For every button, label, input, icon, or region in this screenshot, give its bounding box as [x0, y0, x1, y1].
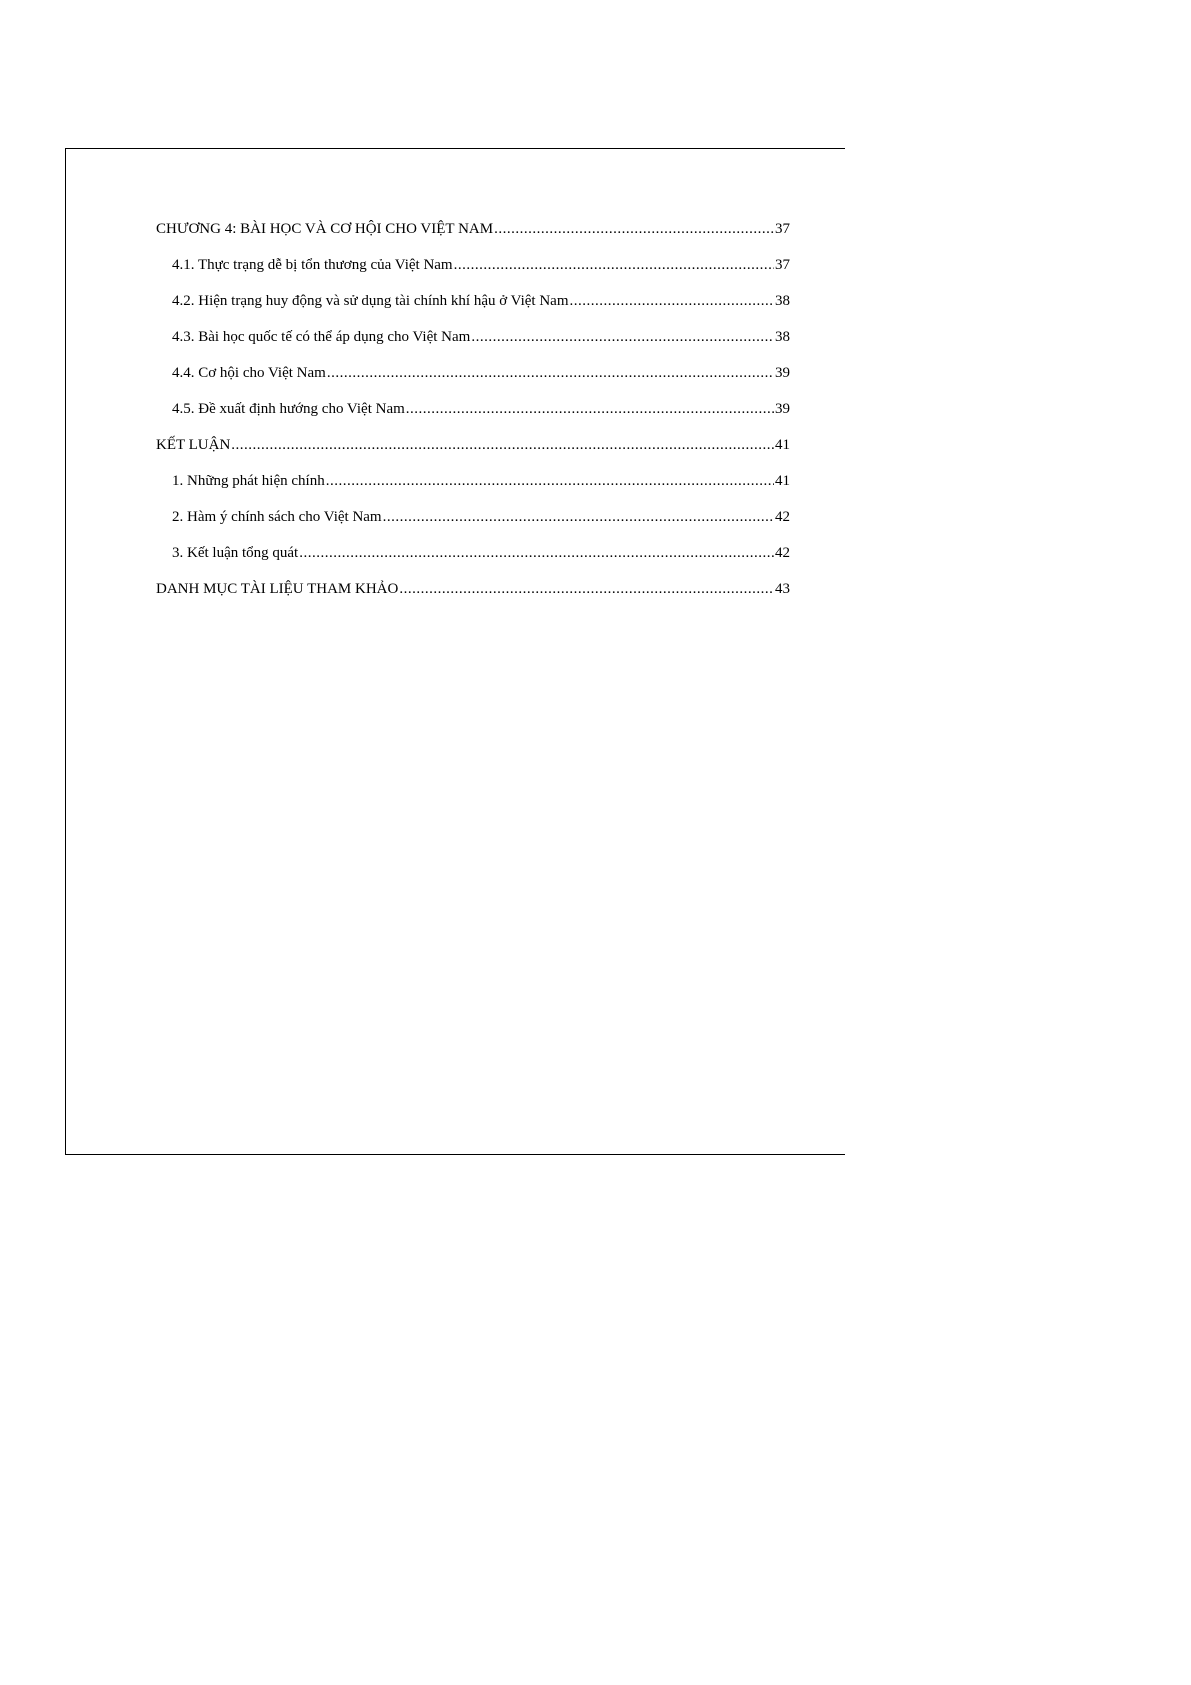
toc-dot-leader — [454, 255, 774, 275]
toc-page-number: 41 — [775, 437, 790, 453]
toc-dot-leader — [231, 435, 774, 455]
toc-page-number: 38 — [775, 293, 790, 309]
toc-entry-4-2[interactable] — [156, 291, 790, 327]
toc-entry-title: 1. Những phát hiện chính — [172, 473, 325, 489]
toc-dot-leader — [299, 543, 774, 563]
toc-page-number: 42 — [775, 509, 790, 525]
toc-entry-4-5[interactable] — [156, 399, 790, 435]
toc-dot-leader — [570, 291, 775, 311]
toc-page-number: 43 — [775, 581, 790, 597]
toc-entry-4-4[interactable] — [156, 363, 790, 399]
toc-page-number: 38 — [775, 329, 790, 345]
toc-dot-leader — [326, 471, 774, 491]
toc-page-number: 39 — [775, 365, 790, 381]
toc-entry-references[interactable] — [156, 579, 790, 615]
toc-entry-title: DANH MỤC TÀI LIỆU THAM KHẢO — [156, 581, 399, 597]
toc-entry-title: 2. Hàm ý chính sách cho Việt Nam — [172, 509, 382, 525]
toc-dot-leader — [494, 219, 774, 239]
toc-entry-title: 4.4. Cơ hội cho Việt Nam — [172, 365, 326, 381]
toc-entry-chapter-4[interactable] — [156, 219, 790, 255]
toc-entry-title: 4.3. Bài học quốc tế có thể áp dụng cho Việt Nam — [172, 329, 471, 345]
toc-page-number: 37 — [775, 221, 790, 237]
toc-page-number: 37 — [775, 257, 790, 273]
toc-entry-title: 4.2. Hiện trạng huy động và sử dụng tài chính khí hậu ở Việt Nam — [172, 293, 569, 309]
toc-dot-leader — [383, 507, 774, 527]
toc-entry-conclusion-2[interactable] — [156, 507, 790, 543]
toc-entry-title: 4.5. Đề xuất định hướng cho Việt Nam — [172, 401, 405, 417]
toc-entry-4-1[interactable] — [156, 255, 790, 291]
toc-entry-conclusion-3[interactable] — [156, 543, 790, 579]
toc-dot-leader — [406, 399, 774, 419]
toc-entry-conclusion-1[interactable] — [156, 471, 790, 507]
toc-entry-title: 3. Kết luận tổng quát — [172, 545, 299, 561]
toc-entry-title: CHƯƠNG 4: BÀI HỌC VÀ CƠ HỘI CHO VIỆT NAM — [156, 221, 494, 237]
toc-entry-conclusion[interactable] — [156, 435, 790, 471]
toc-entry-4-3[interactable] — [156, 327, 790, 363]
toc-page-number: 41 — [775, 473, 790, 489]
toc-dot-leader — [471, 327, 774, 347]
toc-entry-title: 4.1. Thực trạng dễ bị tổn thương của Việt Nam — [172, 257, 453, 273]
toc-dot-leader — [399, 579, 774, 599]
toc-dot-leader — [327, 363, 774, 383]
toc-entry-title: KẾT LUẬN — [156, 437, 231, 453]
toc-page-number: 42 — [775, 545, 790, 561]
table-of-contents — [156, 219, 790, 615]
toc-page-number: 39 — [775, 401, 790, 417]
